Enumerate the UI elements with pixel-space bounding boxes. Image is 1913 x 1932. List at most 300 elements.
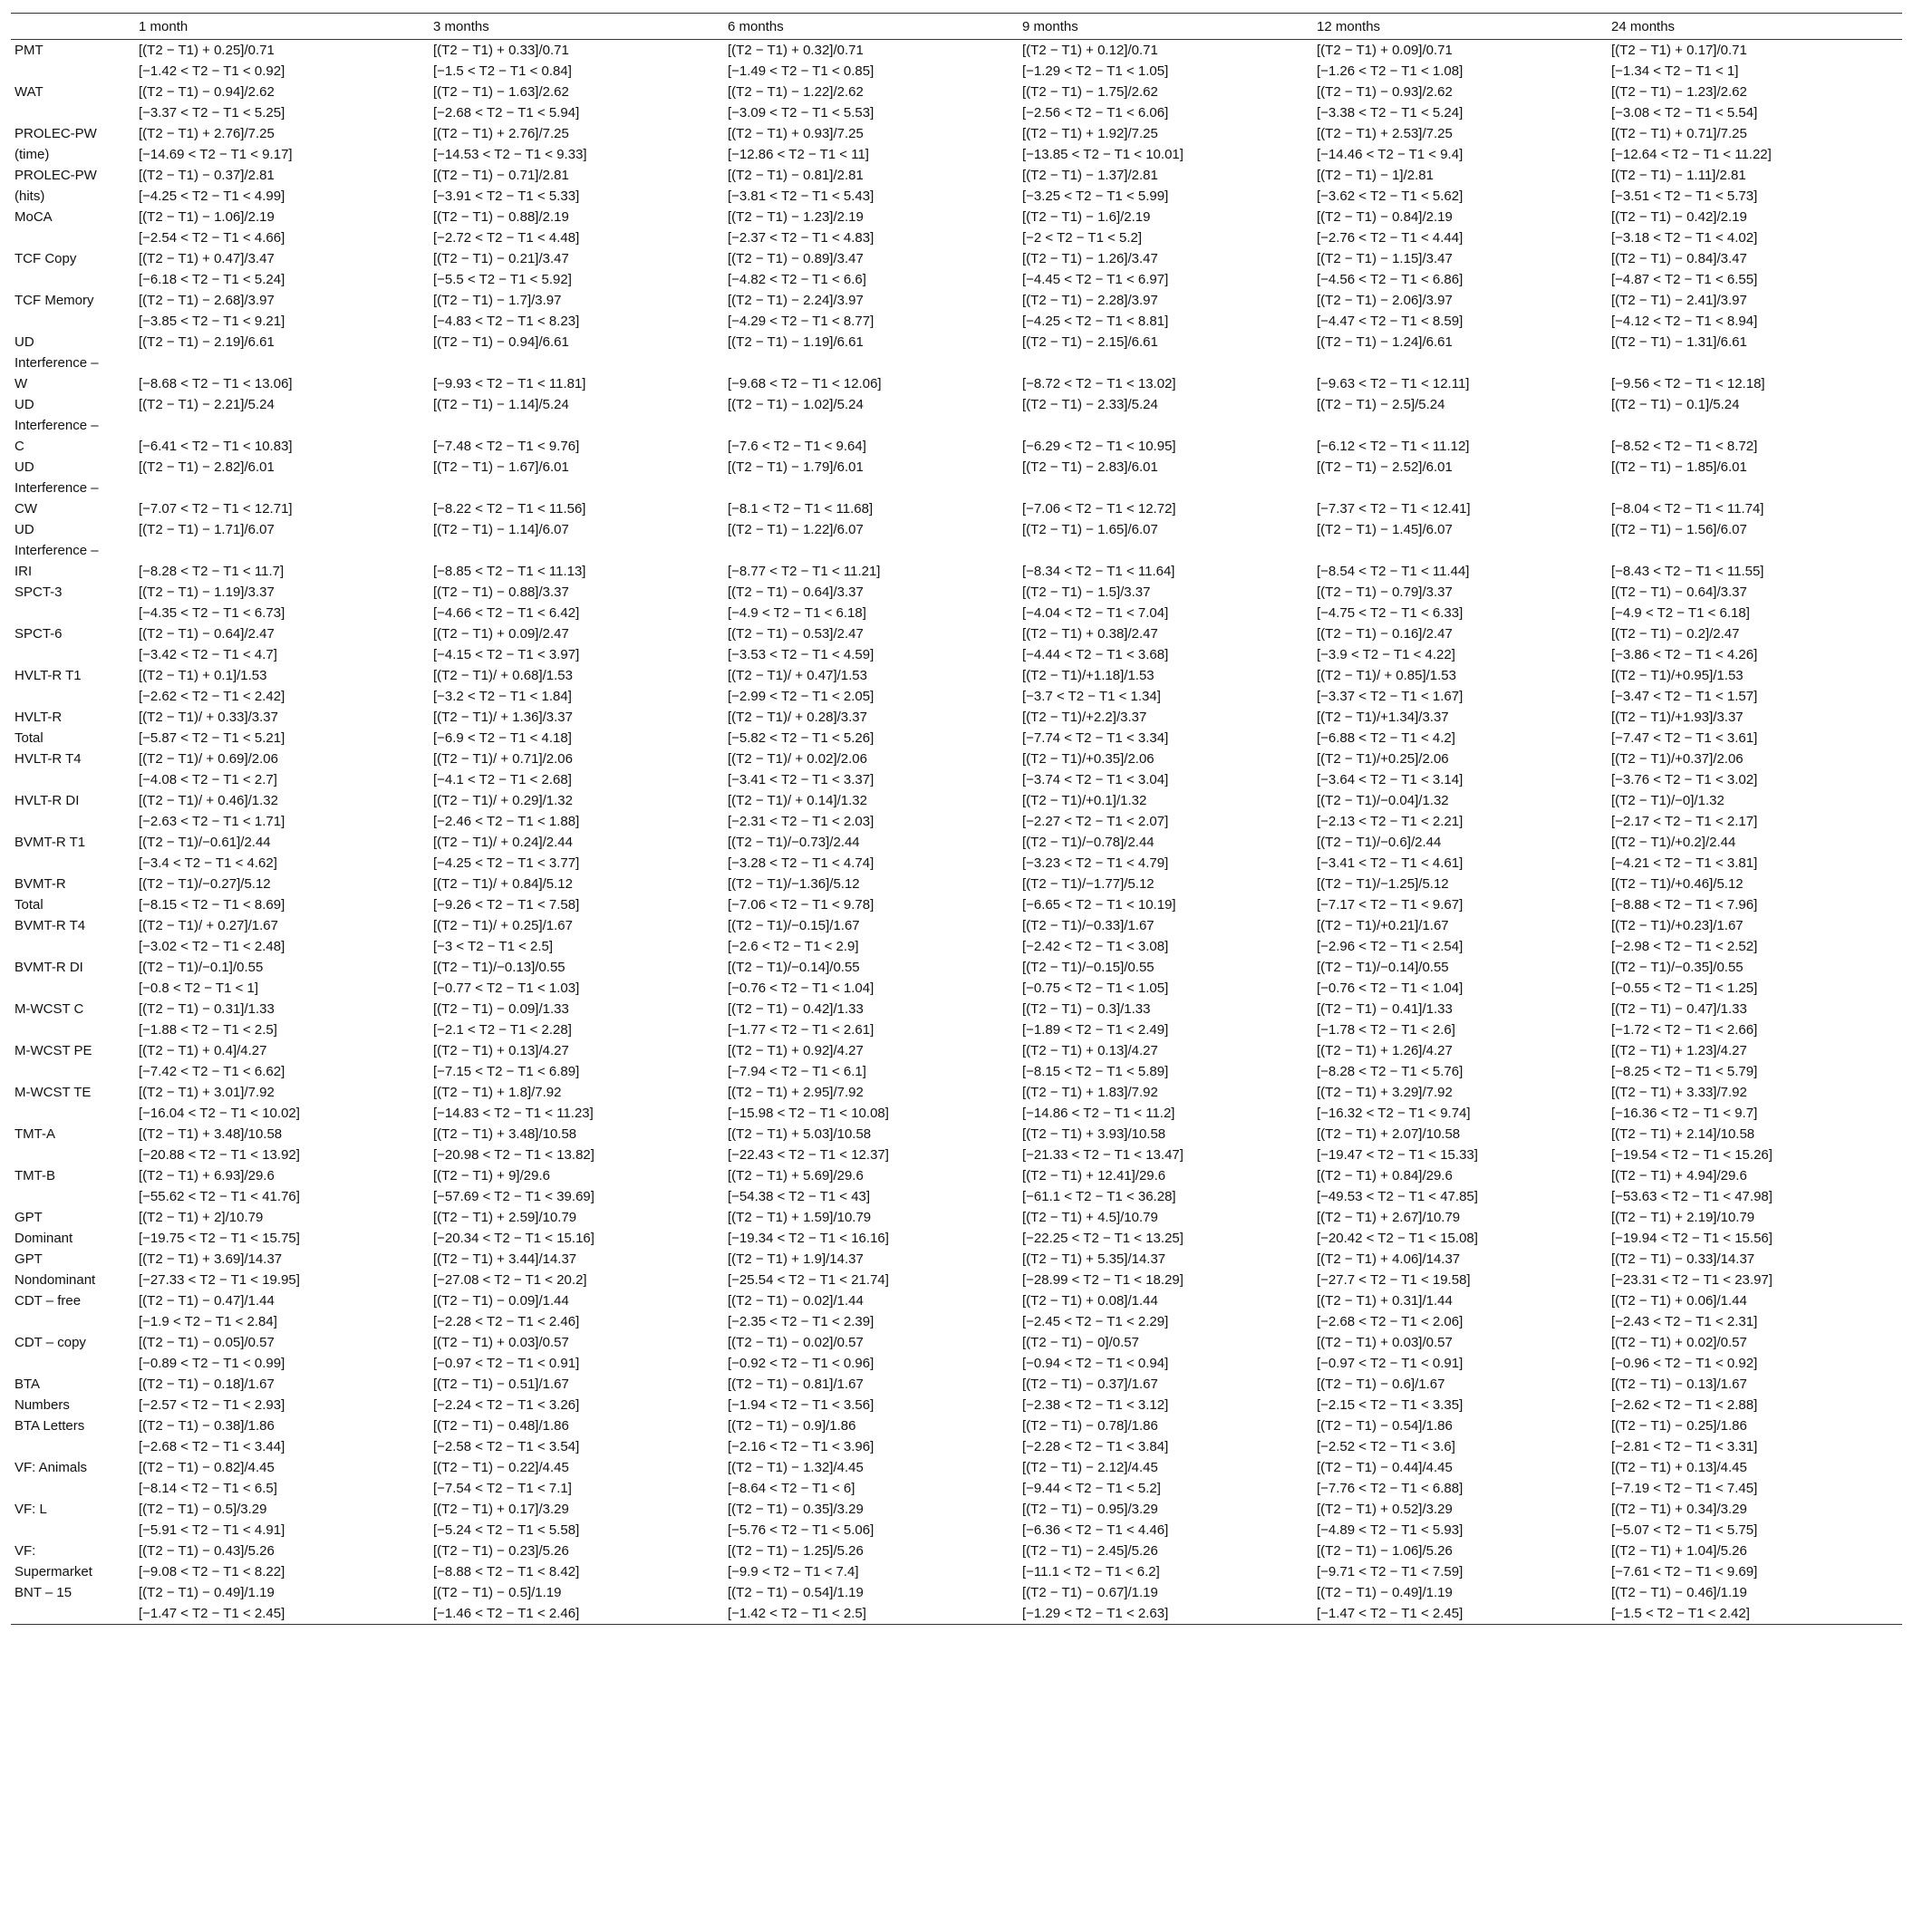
formula-text: [(T2 − T1) − 0.47]/1.33 [1611,1001,1747,1017]
interval-text: [−8.77 < T2 − T1 < 11.21] [728,564,881,579]
formula-text: [(T2 − T1)/ + 0.29]/1.32 [433,793,573,808]
formula-text: [(T2 − T1) − 1.24]/6.61 [1317,334,1453,350]
formula-text: [(T2 − T1) − 2.45]/5.26 [1022,1543,1158,1559]
test-name-line: Interference – [14,543,99,558]
formula-text: [(T2 − T1)/−0.13]/0.55 [433,960,565,975]
value-cell [724,582,1019,623]
formula-text: [(T2 − T1) − 2.41]/3.97 [1611,293,1747,308]
value-cell [1608,874,1902,915]
value-cell [430,832,724,874]
table-row [11,790,1902,832]
value-cell [1608,394,1902,457]
interval-text: [−15.98 < T2 − T1 < 10.08] [728,1106,889,1121]
interval-text: [−4.87 < T2 − T1 < 6.55] [1611,272,1758,287]
line-spacer [433,478,722,498]
interval-text: [−49.53 < T2 − T1 < 47.85] [1317,1189,1478,1204]
value-cell [1019,1249,1313,1290]
value-cell [1608,1165,1902,1207]
interval-text: [−0.94 < T2 − T1 < 0.94] [1022,1356,1169,1371]
interval-text: [−3.51 < T2 − T1 < 5.73] [1611,188,1758,204]
value-cell [1313,1249,1608,1290]
formula-text: [(T2 − T1) − 1.06]/5.26 [1317,1543,1453,1559]
test-name-line: BVMT-R T4 [14,918,86,933]
interval-text: [−3.74 < T2 − T1 < 3.04] [1022,772,1169,787]
table-row [11,394,1902,457]
line-spacer [728,415,1017,436]
interval-text: [−8.52 < T2 − T1 < 8.72] [1611,439,1758,454]
value-cell [724,1332,1019,1374]
value-cell [724,1457,1019,1499]
value-cell [1019,332,1313,394]
formula-text: [(T2 − T1) − 0.64]/3.37 [1611,584,1747,600]
line-spacer [1022,540,1311,561]
value-cell [1313,1124,1608,1165]
table-row [11,1290,1902,1332]
formula-text: [(T2 − T1) + 0.47]/3.47 [139,251,275,266]
value-cell [430,165,724,207]
line-spacer [1317,478,1606,498]
table-row [11,1582,1902,1625]
formula-text: [(T2 − T1) − 1.14]/5.24 [433,397,569,412]
formula-text: [(T2 − T1) − 0.78]/1.86 [1022,1418,1158,1434]
value-cell [430,623,724,665]
interval-text: [−1.49 < T2 − T1 < 0.85] [728,63,874,79]
formula-text: [(T2 − T1) + 3.48]/10.58 [139,1126,283,1142]
table-row [11,832,1902,874]
line-spacer [728,353,1017,373]
formula-text: [(T2 − T1) + 0.13]/4.27 [433,1043,569,1058]
value-cell [1608,749,1902,790]
formula-text: [(T2 − T1)/+1.34]/3.37 [1317,710,1449,725]
interval-text: [−3.37 < T2 − T1 < 1.67] [1317,689,1464,704]
formula-text: [(T2 − T1) − 1.45]/6.07 [1317,522,1453,537]
interval-text: [−14.53 < T2 − T1 < 9.33] [433,147,587,162]
formula-text: [(T2 − T1) + 2.95]/7.92 [728,1085,864,1100]
interval-text: [−3 < T2 − T1 < 2.5] [433,939,554,954]
value-cell [135,394,430,457]
formula-text: [(T2 − T1) + 1.23]/4.27 [1611,1043,1747,1058]
interval-text: [−2.99 < T2 − T1 < 2.05] [728,689,874,704]
interval-text: [−3.53 < T2 − T1 < 4.59] [728,647,874,662]
formula-text: [(T2 − T1) − 0.37]/1.67 [1022,1377,1158,1392]
line-spacer [728,540,1017,561]
formula-text: [(T2 − T1) + 5.69]/29.6 [728,1168,864,1183]
formula-text: [(T2 − T1) + 1.92]/7.25 [1022,126,1158,141]
formula-text: [(T2 − T1) − 0.23]/5.26 [433,1543,569,1559]
value-cell [135,1332,430,1374]
test-name-line: Interference – [14,480,99,496]
value-cell [724,123,1019,165]
formula-text: [(T2 − T1) − 0.46]/1.19 [1611,1585,1747,1600]
interval-text: [−2.16 < T2 − T1 < 3.96] [728,1439,874,1454]
interval-text: [−0.97 < T2 − T1 < 0.91] [1317,1356,1464,1371]
interval-text: [−2.56 < T2 − T1 < 6.06] [1022,105,1169,121]
value-cell [1019,1165,1313,1207]
formula-text: [(T2 − T1) − 0.79]/3.37 [1317,584,1453,600]
value-cell [135,874,430,915]
table-row [11,1457,1902,1499]
test-name-cell [11,1541,135,1582]
test-name-cell [11,207,135,248]
interval-text: [−7.37 < T2 − T1 < 12.41] [1317,501,1471,517]
interval-text: [−14.86 < T2 − T1 < 11.2] [1022,1106,1175,1121]
value-cell [1608,832,1902,874]
test-name-line: TCF Memory [14,293,94,308]
table-row [11,915,1902,957]
test-name-cell [11,1457,135,1499]
interval-text: [−4.83 < T2 − T1 < 8.23] [433,314,580,329]
formula-text: [(T2 − T1) + 2.14]/10.58 [1611,1126,1755,1142]
formula-text: [(T2 − T1)/ + 0.47]/1.53 [728,668,867,683]
interval-text: [−2.1 < T2 − T1 < 2.28] [433,1022,572,1038]
table-row [11,874,1902,915]
interval-text: [−1.29 < T2 − T1 < 1.05] [1022,63,1169,79]
interval-text: [−0.96 < T2 − T1 < 0.92] [1611,1356,1758,1371]
formula-text: [(T2 − T1) − 0.09]/1.33 [433,1001,569,1017]
value-cell [135,749,430,790]
value-cell [1608,1374,1902,1415]
value-cell [430,519,724,582]
interval-text: [−1.88 < T2 − T1 < 2.5] [139,1022,277,1038]
interval-text: [−3.76 < T2 − T1 < 3.02] [1611,772,1758,787]
formula-text: [(T2 − T1) + 0.1]/1.53 [139,668,267,683]
table-row [11,40,1902,82]
interval-text: [−5.87 < T2 − T1 < 5.21] [139,730,285,746]
value-cell [135,290,430,332]
value-cell [1019,582,1313,623]
header-12-months: 12 months [1313,14,1608,40]
interval-text: [−8.15 < T2 − T1 < 5.89] [1022,1064,1169,1079]
test-name-cell [11,394,135,457]
value-cell [724,999,1019,1040]
formula-text: [(T2 − T1) − 0.25]/1.86 [1611,1418,1747,1434]
test-name-line: BTA Letters [14,1418,85,1434]
formula-text: [(T2 − T1)/−0.33]/1.67 [1022,918,1155,933]
interval-text: [−2.68 < T2 − T1 < 2.06] [1317,1314,1464,1329]
table-row [11,1415,1902,1457]
formula-text: [(T2 − T1) − 2.28]/3.97 [1022,293,1158,308]
interval-text: [−5.91 < T2 − T1 < 4.91] [139,1522,285,1538]
interval-text: [−9.63 < T2 − T1 < 12.11] [1317,376,1470,391]
interval-text: [−16.32 < T2 − T1 < 9.74] [1317,1106,1471,1121]
line-spacer [139,540,428,561]
test-name-cell [11,248,135,290]
formula-text: [(T2 − T1) + 0.52]/3.29 [1317,1502,1453,1517]
value-cell [135,1415,430,1457]
test-name-cell [11,1249,135,1290]
line-spacer [1022,353,1311,373]
test-name-line: UD [14,459,34,475]
formula-text: [(T2 − T1) − 0.38]/1.86 [139,1418,275,1434]
test-name-line: M-WCST TE [14,1085,92,1100]
formula-text: [(T2 − T1) − 0.41]/1.33 [1317,1001,1453,1017]
line-spacer [1317,353,1606,373]
formula-text: [(T2 − T1) + 3.44]/14.37 [433,1251,577,1267]
interval-text: [−4.89 < T2 − T1 < 5.93] [1317,1522,1464,1538]
value-cell [135,1457,430,1499]
test-name-cell [11,999,135,1040]
test-name-cell [11,1499,135,1541]
formula-text: [(T2 − T1)/−0.04]/1.32 [1317,793,1449,808]
value-cell [135,790,430,832]
formula-text: [(T2 − T1) + 0.03]/0.57 [433,1335,569,1350]
interval-text: [−19.94 < T2 − T1 < 15.56] [1611,1231,1773,1246]
formula-text: [(T2 − T1) + 0.38]/2.47 [1022,626,1158,642]
test-name-line: VF: Animals [14,1460,88,1475]
value-cell [430,40,724,82]
formula-text: [(T2 − T1) − 2.21]/5.24 [139,397,275,412]
table-row [11,165,1902,207]
formula-text: [(T2 − T1) − 0.16]/2.47 [1317,626,1453,642]
value-cell [724,332,1019,394]
value-cell [135,1290,430,1332]
interval-text: [−7.76 < T2 − T1 < 6.88] [1317,1481,1464,1496]
interval-text: [−27.33 < T2 − T1 < 19.95] [139,1272,300,1288]
test-name-line: M-WCST C [14,1001,84,1017]
interval-text: [−2.63 < T2 − T1 < 1.71] [139,814,285,829]
value-cell [135,1582,430,1625]
value-cell [430,290,724,332]
interval-text: [−3.47 < T2 − T1 < 1.57] [1611,689,1758,704]
value-cell [724,1290,1019,1332]
formula-text: [(T2 − T1) + 2.67]/10.79 [1317,1210,1461,1225]
interval-text: [−8.88 < T2 − T1 < 7.96] [1611,897,1758,913]
formula-text: [(T2 − T1) − 0.88]/3.37 [433,584,569,600]
interval-text: [−6.88 < T2 − T1 < 4.2] [1317,730,1455,746]
value-cell [430,1165,724,1207]
interval-text: [−8.22 < T2 − T1 < 11.56] [433,501,586,517]
value-cell [1313,1082,1608,1124]
value-cell [1019,519,1313,582]
interval-text: [−8.64 < T2 − T1 < 6] [728,1481,855,1496]
interval-text: [−8.25 < T2 − T1 < 5.79] [1611,1064,1758,1079]
value-cell [1608,123,1902,165]
value-cell [135,1165,430,1207]
line-spacer [1611,415,1900,436]
test-name-cell [11,40,135,82]
formula-text: [(T2 − T1)/ + 0.14]/1.32 [728,793,867,808]
formula-text: [(T2 − T1)/ + 0.24]/2.44 [433,835,573,850]
interval-text: [−19.34 < T2 − T1 < 16.16] [728,1231,889,1246]
formula-text: [(T2 − T1) − 0.94]/6.61 [433,334,569,350]
value-cell [724,1499,1019,1541]
formula-text: [(T2 − T1) − 0.67]/1.19 [1022,1585,1158,1600]
interval-text: [−8.54 < T2 − T1 < 11.44] [1317,564,1470,579]
value-cell [1019,1207,1313,1249]
header-3-months: 3 months [430,14,724,40]
value-cell [430,248,724,290]
interval-text: [−20.98 < T2 − T1 < 13.82] [433,1147,594,1163]
interval-text: [−14.83 < T2 − T1 < 11.23] [433,1106,594,1121]
value-cell [1019,957,1313,999]
value-cell [724,1124,1019,1165]
formula-text: [(T2 − T1) + 9]/29.6 [433,1168,550,1183]
formula-text: [(T2 − T1) + 4.94]/29.6 [1611,1168,1747,1183]
test-name-cell [11,1165,135,1207]
formula-text: [(T2 − T1)/−0.15]/0.55 [1022,960,1155,975]
interval-text: [−1.29 < T2 − T1 < 2.63] [1022,1606,1169,1621]
value-cell [1608,207,1902,248]
value-cell [135,1082,430,1124]
test-name-cell [11,1582,135,1625]
value-cell [724,40,1019,82]
interval-text: [−3.42 < T2 − T1 < 4.7] [139,647,277,662]
table-row [11,665,1902,707]
formula-text: [(T2 − T1) + 1.59]/10.79 [728,1210,872,1225]
interval-text: [−8.15 < T2 − T1 < 8.69] [139,897,285,913]
formula-text: [(T2 − T1)/+0.2]/2.44 [1611,835,1736,850]
value-cell [1019,82,1313,123]
interval-text: [−3.85 < T2 − T1 < 9.21] [139,314,285,329]
value-cell [1608,999,1902,1040]
interval-text: [−22.43 < T2 − T1 < 12.37] [728,1147,889,1163]
value-cell [1608,665,1902,707]
interval-text: [−61.1 < T2 − T1 < 36.28] [1022,1189,1176,1204]
formula-text: [(T2 − T1) + 4.5]/10.79 [1022,1210,1158,1225]
formula-text: [(T2 − T1) − 1.22]/2.62 [728,84,864,100]
value-cell [430,394,724,457]
value-cell [430,207,724,248]
value-cell [1313,874,1608,915]
value-cell [1608,957,1902,999]
table-row [11,1082,1902,1124]
test-name-line: VF: [14,1543,36,1559]
value-cell [1313,623,1608,665]
interval-text: [−2.96 < T2 − T1 < 2.54] [1317,939,1464,954]
interval-text: [−4.35 < T2 − T1 < 6.73] [139,605,285,621]
test-name-line: PMT [14,43,43,58]
header-test [11,14,135,40]
value-cell [135,207,430,248]
interval-text: [−2.15 < T2 − T1 < 3.35] [1317,1397,1464,1413]
value-cell [1313,957,1608,999]
value-cell [135,707,430,749]
interval-text: [−4.29 < T2 − T1 < 8.77] [728,314,874,329]
value-cell [724,957,1019,999]
test-name-line: IRI [14,564,33,579]
formula-text: [(T2 − T1) + 3.93]/10.58 [1022,1126,1166,1142]
formula-text: [(T2 − T1) + 0.13]/4.27 [1022,1043,1158,1058]
interval-text: [−6.41 < T2 − T1 < 10.83] [139,439,293,454]
value-cell [135,82,430,123]
formula-text: [(T2 − T1)/−0.61]/2.44 [139,835,271,850]
formula-text: [(T2 − T1) − 0.3]/1.33 [1022,1001,1151,1017]
interval-text: [−21.33 < T2 − T1 < 13.47] [1022,1147,1184,1163]
value-cell [430,957,724,999]
interval-text: [−7.47 < T2 − T1 < 3.61] [1611,730,1758,746]
value-cell [1608,915,1902,957]
formula-text: [(T2 − T1) − 0.54]/1.19 [728,1585,864,1600]
interval-text: [−1.5 < T2 − T1 < 2.42] [1611,1606,1750,1621]
value-cell [1608,248,1902,290]
formula-text: [(T2 − T1) − 0.94]/2.62 [139,84,275,100]
interval-text: [−2.62 < T2 − T1 < 2.42] [139,689,285,704]
interval-text: [−4.45 < T2 − T1 < 6.97] [1022,272,1169,287]
formula-text: [(T2 − T1) − 1.79]/6.01 [728,459,864,475]
formula-text: [(T2 − T1)/−0.35]/0.55 [1611,960,1744,975]
value-cell [1019,1457,1313,1499]
formula-text: [(T2 − T1) − 1.15]/3.47 [1317,251,1453,266]
formula-text: [(T2 − T1) + 6.93]/29.6 [139,1168,275,1183]
formula-text: [(T2 − T1) + 0.25]/0.71 [139,43,275,58]
interval-text: [−1.78 < T2 − T1 < 2.6] [1317,1022,1455,1038]
value-cell [1608,82,1902,123]
value-cell [1608,1499,1902,1541]
formula-text: [(T2 − T1) − 0.64]/3.37 [728,584,864,600]
line-spacer [139,478,428,498]
formula-text: [(T2 − T1)/−1.25]/5.12 [1317,876,1449,892]
interval-text: [−2.35 < T2 − T1 < 2.39] [728,1314,874,1329]
value-cell [1313,790,1608,832]
value-cell [1019,123,1313,165]
interval-text: [−2.37 < T2 − T1 < 4.83] [728,230,874,246]
value-cell [724,790,1019,832]
formula-text: [(T2 − T1) + 0.4]/4.27 [139,1043,267,1058]
interval-text: [−1.89 < T2 − T1 < 2.49] [1022,1022,1169,1038]
interval-text: [−1.47 < T2 − T1 < 2.45] [139,1606,285,1621]
formula-text: [(T2 − T1) + 0.92]/4.27 [728,1043,864,1058]
interval-text: [−16.04 < T2 − T1 < 10.02] [139,1106,300,1121]
value-cell [1313,82,1608,123]
value-cell [1313,1499,1608,1541]
value-cell [1313,749,1608,790]
value-cell [430,1457,724,1499]
interval-text: [−4.25 < T2 − T1 < 8.81] [1022,314,1169,329]
value-cell [135,123,430,165]
formula-text: [(T2 − T1) − 1.71]/6.07 [139,522,275,537]
test-name-line: PROLEC-PW [14,126,97,141]
formula-text: [(T2 − T1)/ + 0.02]/2.06 [728,751,867,767]
formula-text: [(T2 − T1) − 0.05]/0.57 [139,1335,275,1350]
formula-text: [(T2 − T1) − 2.33]/5.24 [1022,397,1158,412]
line-spacer [728,478,1017,498]
interval-text: [−2.27 < T2 − T1 < 2.07] [1022,814,1169,829]
interval-text: [−14.69 < T2 − T1 < 9.17] [139,147,293,162]
value-cell [1313,457,1608,519]
interval-text: [−1.5 < T2 − T1 < 0.84] [433,63,572,79]
interval-text: [−7.94 < T2 − T1 < 6.1] [728,1064,866,1079]
formula-text: [(T2 − T1) + 2.07]/10.58 [1317,1126,1461,1142]
test-name-cell [11,874,135,915]
interval-text: [−4.9 < T2 − T1 < 6.18] [728,605,866,621]
interval-text: [−9.71 < T2 − T1 < 7.59] [1317,1564,1464,1579]
interval-text: [−28.99 < T2 − T1 < 18.29] [1022,1272,1184,1288]
test-name-line: Interference – [14,355,99,371]
formula-text: [(T2 − T1) − 2.5]/5.24 [1317,397,1445,412]
value-cell [430,707,724,749]
value-cell [1313,519,1608,582]
formula-text: [(T2 − T1) − 0.64]/2.47 [139,626,275,642]
formula-text: [(T2 − T1) − 0.33]/14.37 [1611,1251,1755,1267]
formula-text: [(T2 − T1) − 0.13]/1.67 [1611,1377,1747,1392]
value-cell [1019,207,1313,248]
interval-text: [−7.48 < T2 − T1 < 9.76] [433,439,580,454]
interval-text: [−9.56 < T2 − T1 < 12.18] [1611,376,1765,391]
formula-text: [(T2 − T1) − 0.48]/1.86 [433,1418,569,1434]
formula-text: [(T2 − T1)/ + 0.84]/5.12 [433,876,573,892]
test-name-line: CDT – free [14,1293,82,1309]
value-cell [1019,749,1313,790]
interval-text: [−6.12 < T2 − T1 < 11.12] [1317,439,1470,454]
test-name-line: M-WCST PE [14,1043,92,1058]
test-name-cell [11,519,135,582]
interval-text: [−5.07 < T2 − T1 < 5.75] [1611,1522,1758,1538]
interval-text: [−19.75 < T2 − T1 < 15.75] [139,1231,300,1246]
test-name-cell [11,1082,135,1124]
interval-text: [−8.68 < T2 − T1 < 13.06] [139,376,293,391]
interval-text: [−1.94 < T2 − T1 < 3.56] [728,1397,874,1413]
value-cell [430,1415,724,1457]
